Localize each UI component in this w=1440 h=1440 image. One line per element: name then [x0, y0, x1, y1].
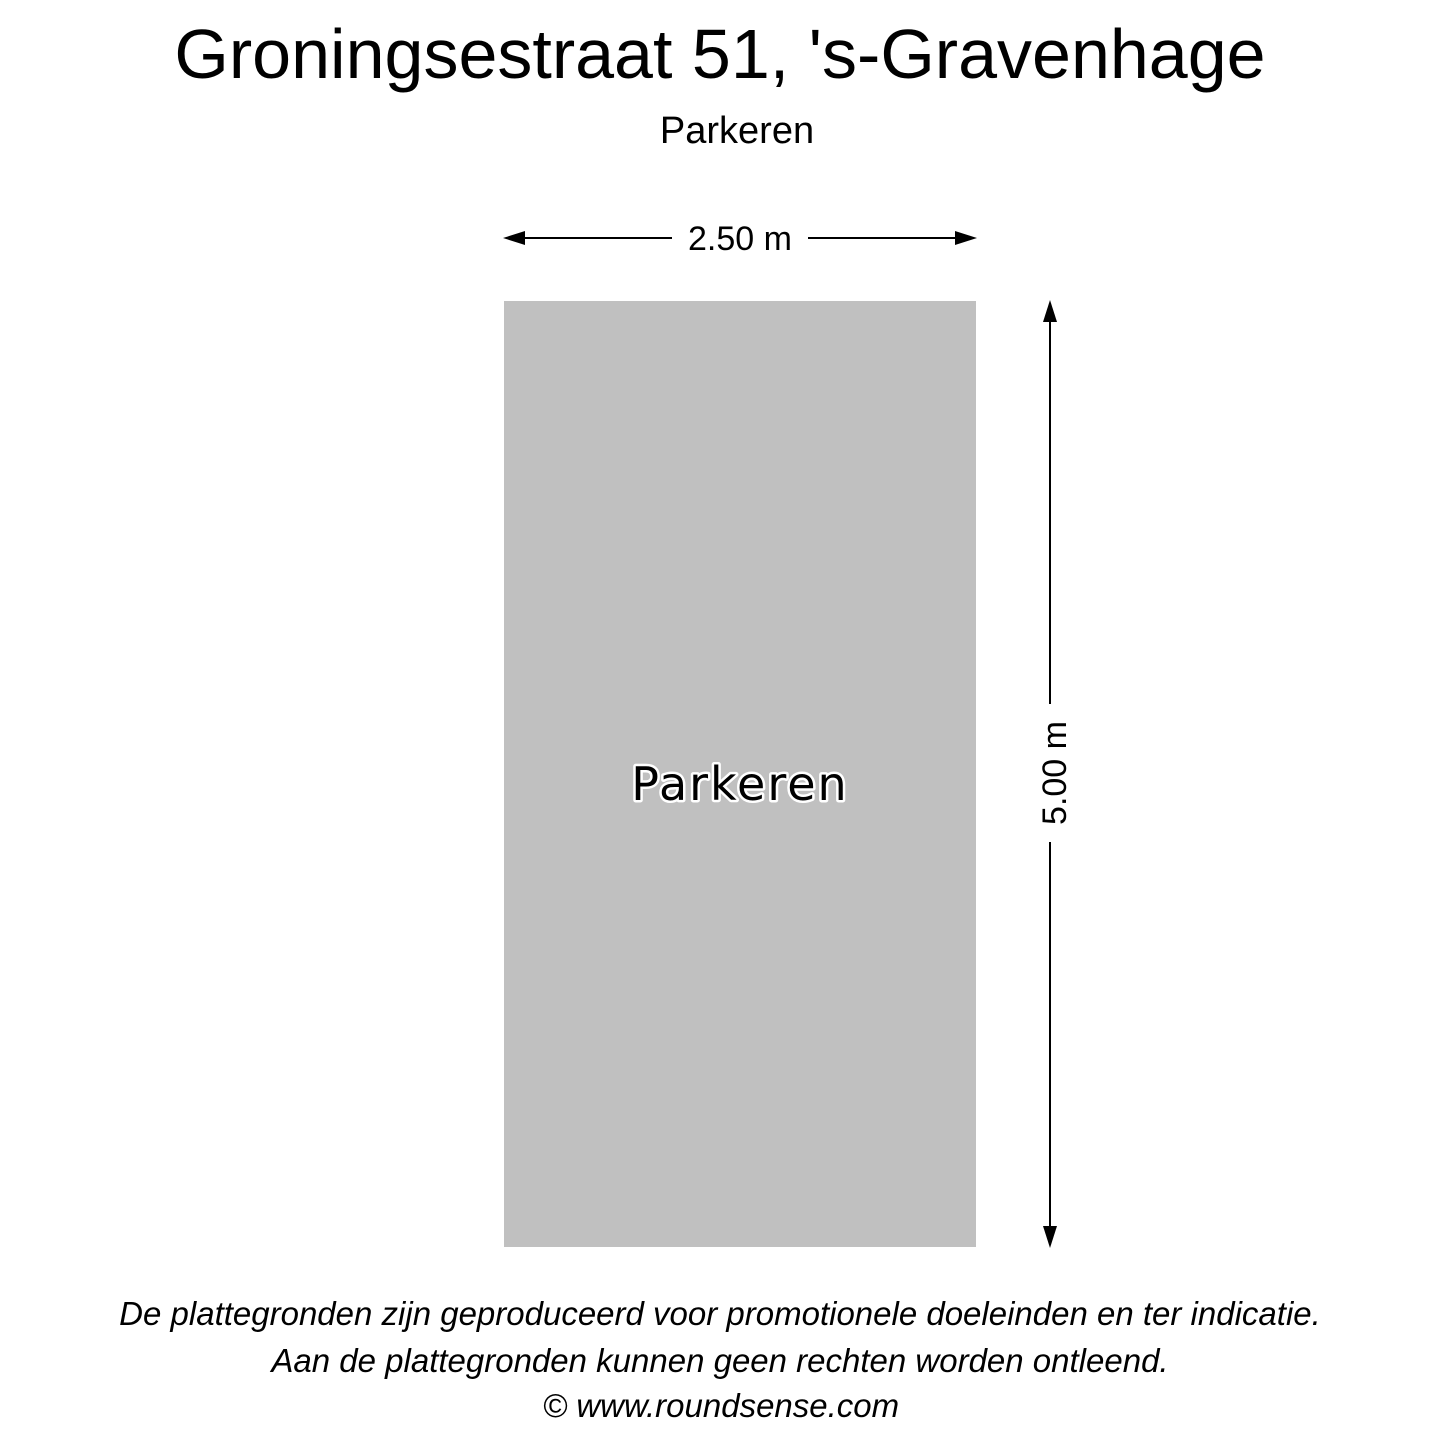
arrow-left-icon: [503, 231, 525, 245]
arrow-up-icon: [1043, 300, 1057, 322]
disclaimer-line-2: Aan de plattegronden kunnen geen rechten worden ontleend.: [271, 1342, 1169, 1379]
disclaimer-line-1: De plattegronden zijn geproduceerd voor promotionele doeleinden en ter indicatie.: [119, 1295, 1321, 1332]
width-dimension-label: 2.50 m: [688, 220, 792, 258]
room-label: Parkeren: [631, 757, 849, 811]
height-dimension: [1036, 300, 1074, 1248]
arrow-right-icon: [955, 231, 977, 245]
page-title: Groningsestraat 51, 's-Gravenhage: [174, 15, 1266, 93]
page-subtitle: Parkeren: [659, 110, 815, 152]
copyright-line: © www.roundsense.com: [542, 1387, 900, 1424]
height-dimension-label: 5.00 m: [1036, 721, 1074, 825]
arrow-down-icon: [1043, 1226, 1057, 1248]
width-dimension: [503, 220, 977, 258]
